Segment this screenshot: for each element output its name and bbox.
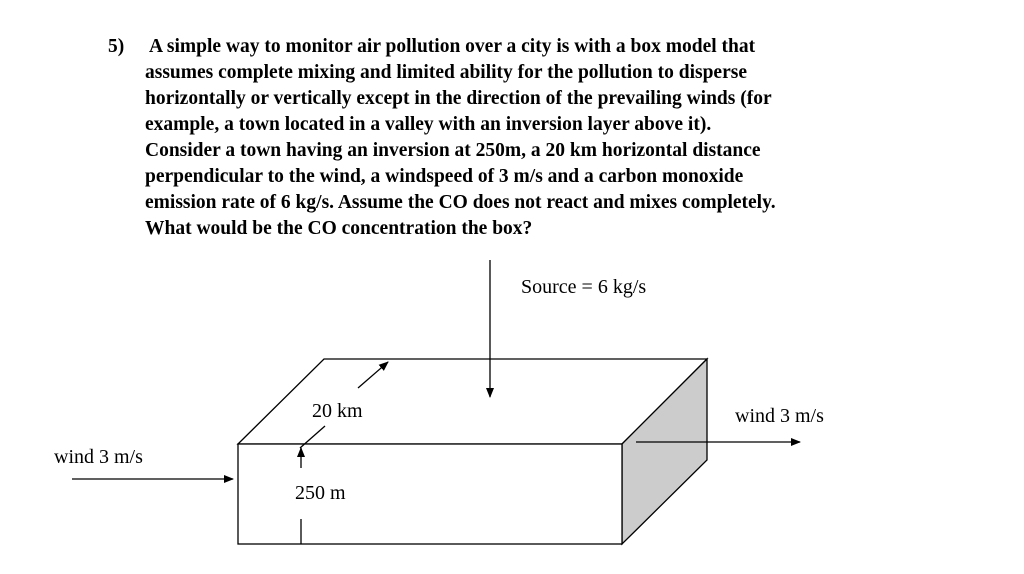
problem-line: emission rate of 6 kg/s. Assume the CO does not react and mixes completely. [145, 192, 776, 213]
problem-line: A simple way to monitor air pollution over a city is with a box model that [149, 36, 756, 57]
wind-in-label: wind 3 m/s [54, 446, 143, 468]
wind-out-label: wind 3 m/s [735, 405, 824, 427]
height-label: 250 m [295, 482, 346, 504]
problem-line: assumes complete mixing and limited ability for the pollution to disperse [145, 62, 747, 83]
problem-line: horizontally or vertically except in the direction of the prevailing winds (for [145, 88, 772, 109]
problem-line: What would be the CO concentration the box? [145, 218, 533, 239]
problem-line: Consider a town having an inversion at 250m, a 20 km horizontal distance [145, 140, 761, 161]
problem-line: example, a town located in a valley with an inversion layer above it). [145, 114, 712, 135]
source-label: Source = 6 kg/s [521, 276, 647, 298]
problem-number: 5) [108, 36, 125, 57]
width-label: 20 km [312, 400, 363, 422]
problem-line: perpendicular to the wind, a windspeed of 3 m/s and a carbon monoxide [145, 166, 744, 187]
